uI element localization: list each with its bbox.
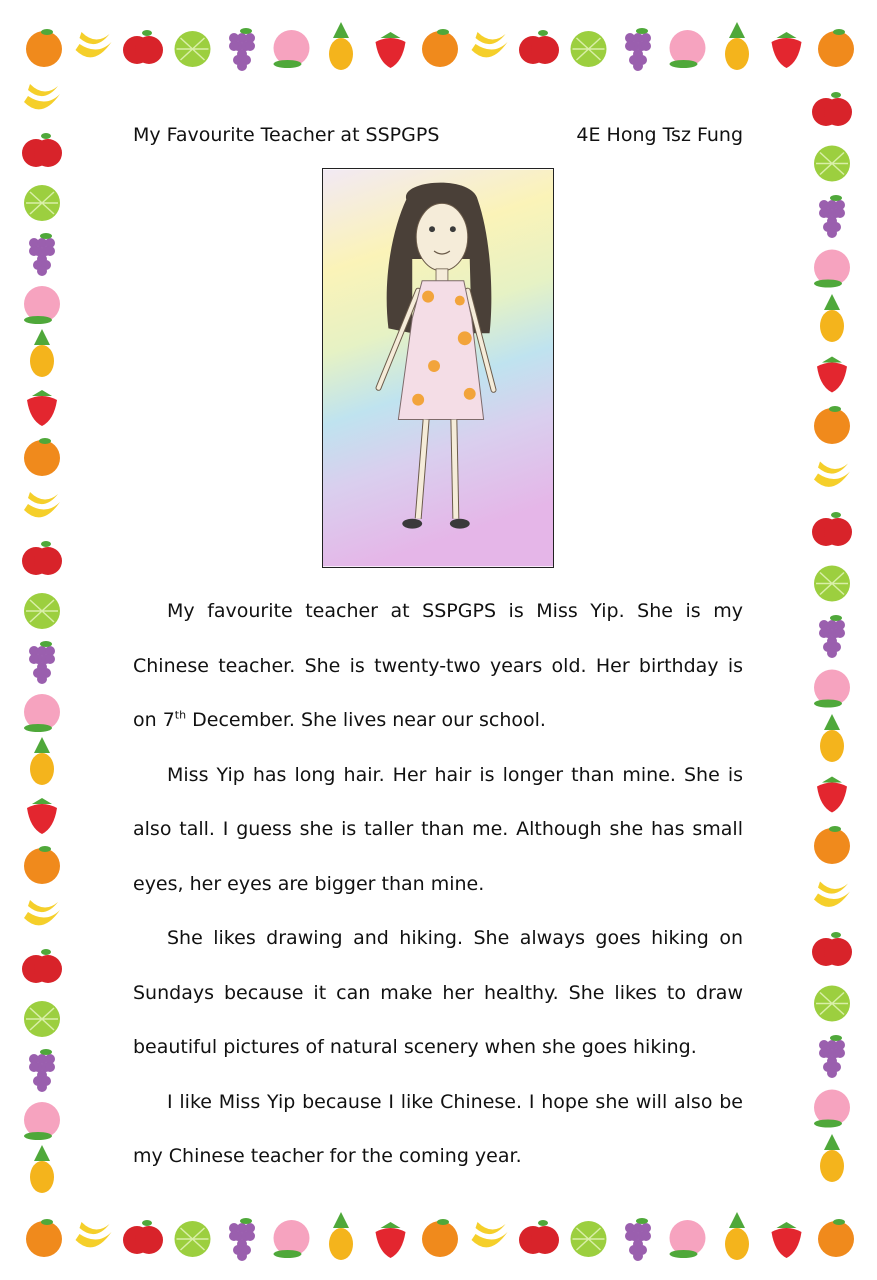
strawberry-icon xyxy=(817,777,847,813)
orange-icon xyxy=(422,29,458,67)
peach-icon xyxy=(670,30,706,68)
pineapple-icon xyxy=(820,294,844,342)
strawberry-icon xyxy=(772,1222,802,1258)
grapes-icon xyxy=(29,641,55,684)
teacher-drawing-icon xyxy=(323,169,553,567)
apple-icon xyxy=(812,932,852,966)
banana-icon xyxy=(76,32,112,57)
essay-paragraph-2: Miss Yip has long hair. Her hair is longer than mine. She is also tall. I guess she is taller than me. Although she has small eyes, her eyes are bigger than mine. xyxy=(133,763,743,895)
banana-icon xyxy=(814,462,850,487)
apple-icon xyxy=(519,30,559,64)
essay-paragraph-1 xyxy=(133,584,743,748)
essay-title: My Favourite Teacher at SSPGPS xyxy=(133,124,440,146)
grapes-icon xyxy=(819,615,845,658)
apple-icon xyxy=(22,949,62,983)
orange-icon xyxy=(26,1219,62,1257)
apple-icon xyxy=(22,133,62,167)
apple-icon xyxy=(123,1220,163,1254)
apple-icon xyxy=(123,30,163,64)
orange-icon xyxy=(814,406,850,444)
banana-icon xyxy=(24,492,60,517)
grapes-icon xyxy=(229,28,255,71)
apple-icon xyxy=(812,92,852,126)
apple-icon xyxy=(519,1220,559,1254)
essay-body xyxy=(133,584,743,1184)
strawberry-icon xyxy=(27,798,57,834)
orange-icon xyxy=(24,438,60,476)
strawberry-icon xyxy=(772,32,802,68)
peach-icon xyxy=(670,1220,706,1258)
essay-paragraph-4: I like Miss Yip because I like Chinese. I hope she will also be my Chinese teacher for the coming year. xyxy=(133,1090,743,1167)
melon-icon xyxy=(24,593,60,629)
melon-icon xyxy=(175,1221,211,1257)
banana-icon xyxy=(814,882,850,907)
peach-icon xyxy=(274,1220,310,1258)
banana-icon xyxy=(24,84,60,109)
banana-icon xyxy=(472,1222,508,1247)
orange-icon xyxy=(818,29,854,67)
grapes-icon xyxy=(229,1218,255,1261)
pineapple-icon xyxy=(329,1212,353,1260)
grapes-icon xyxy=(625,1218,651,1261)
peach-icon xyxy=(24,286,60,324)
peach-icon xyxy=(24,694,60,732)
grapes-icon xyxy=(29,233,55,276)
strawberry-icon xyxy=(27,390,57,426)
grapes-icon xyxy=(819,195,845,238)
orange-icon xyxy=(26,29,62,67)
grapes-icon xyxy=(29,1049,55,1092)
pineapple-icon xyxy=(820,714,844,762)
paragraph-1-tail: December. She lives near our school. xyxy=(186,709,546,731)
orange-icon xyxy=(818,1219,854,1257)
pineapple-icon xyxy=(725,1212,749,1260)
teacher-drawing xyxy=(322,168,554,568)
melon-icon xyxy=(175,31,211,67)
grapes-icon xyxy=(819,1035,845,1078)
apple-icon xyxy=(812,512,852,546)
author-name: 4E Hong Tsz Fung xyxy=(576,124,743,146)
strawberry-icon xyxy=(817,357,847,393)
melon-icon xyxy=(814,986,850,1022)
peach-icon xyxy=(814,250,850,288)
grapes-icon xyxy=(625,28,651,71)
melon-icon xyxy=(814,146,850,182)
pineapple-icon xyxy=(30,737,54,785)
pineapple-icon xyxy=(30,329,54,377)
orange-icon xyxy=(814,826,850,864)
melon-icon xyxy=(571,31,607,67)
peach-icon xyxy=(814,670,850,708)
pineapple-icon xyxy=(725,22,749,70)
orange-icon xyxy=(24,846,60,884)
peach-icon xyxy=(814,1090,850,1128)
melon-icon xyxy=(571,1221,607,1257)
strawberry-icon xyxy=(376,32,406,68)
apple-icon xyxy=(22,541,62,575)
ordinal-suffix: th xyxy=(174,708,187,722)
pineapple-icon xyxy=(820,1134,844,1182)
pineapple-icon xyxy=(30,1145,54,1193)
banana-icon xyxy=(76,1222,112,1247)
pineapple-icon xyxy=(329,22,353,70)
orange-icon xyxy=(422,1219,458,1257)
page-header xyxy=(133,124,743,154)
melon-icon xyxy=(814,566,850,602)
peach-icon xyxy=(274,30,310,68)
melon-icon xyxy=(24,1001,60,1037)
essay-paragraph-3: She likes drawing and hiking. She always goes hiking on Sundays because it can make her healthy. She likes to draw beautiful pictures of natural scenery when she goes hiking. xyxy=(133,927,743,1058)
peach-icon xyxy=(24,1102,60,1140)
strawberry-icon xyxy=(376,1222,406,1258)
melon-icon xyxy=(24,185,60,221)
banana-icon xyxy=(24,900,60,925)
paragraph-1-text: My favourite teacher at SSPGPS is Miss Yip. She is my Chinese teacher. She is twenty-two years old. Her birthday is on 7 xyxy=(133,600,743,731)
banana-icon xyxy=(472,32,508,57)
